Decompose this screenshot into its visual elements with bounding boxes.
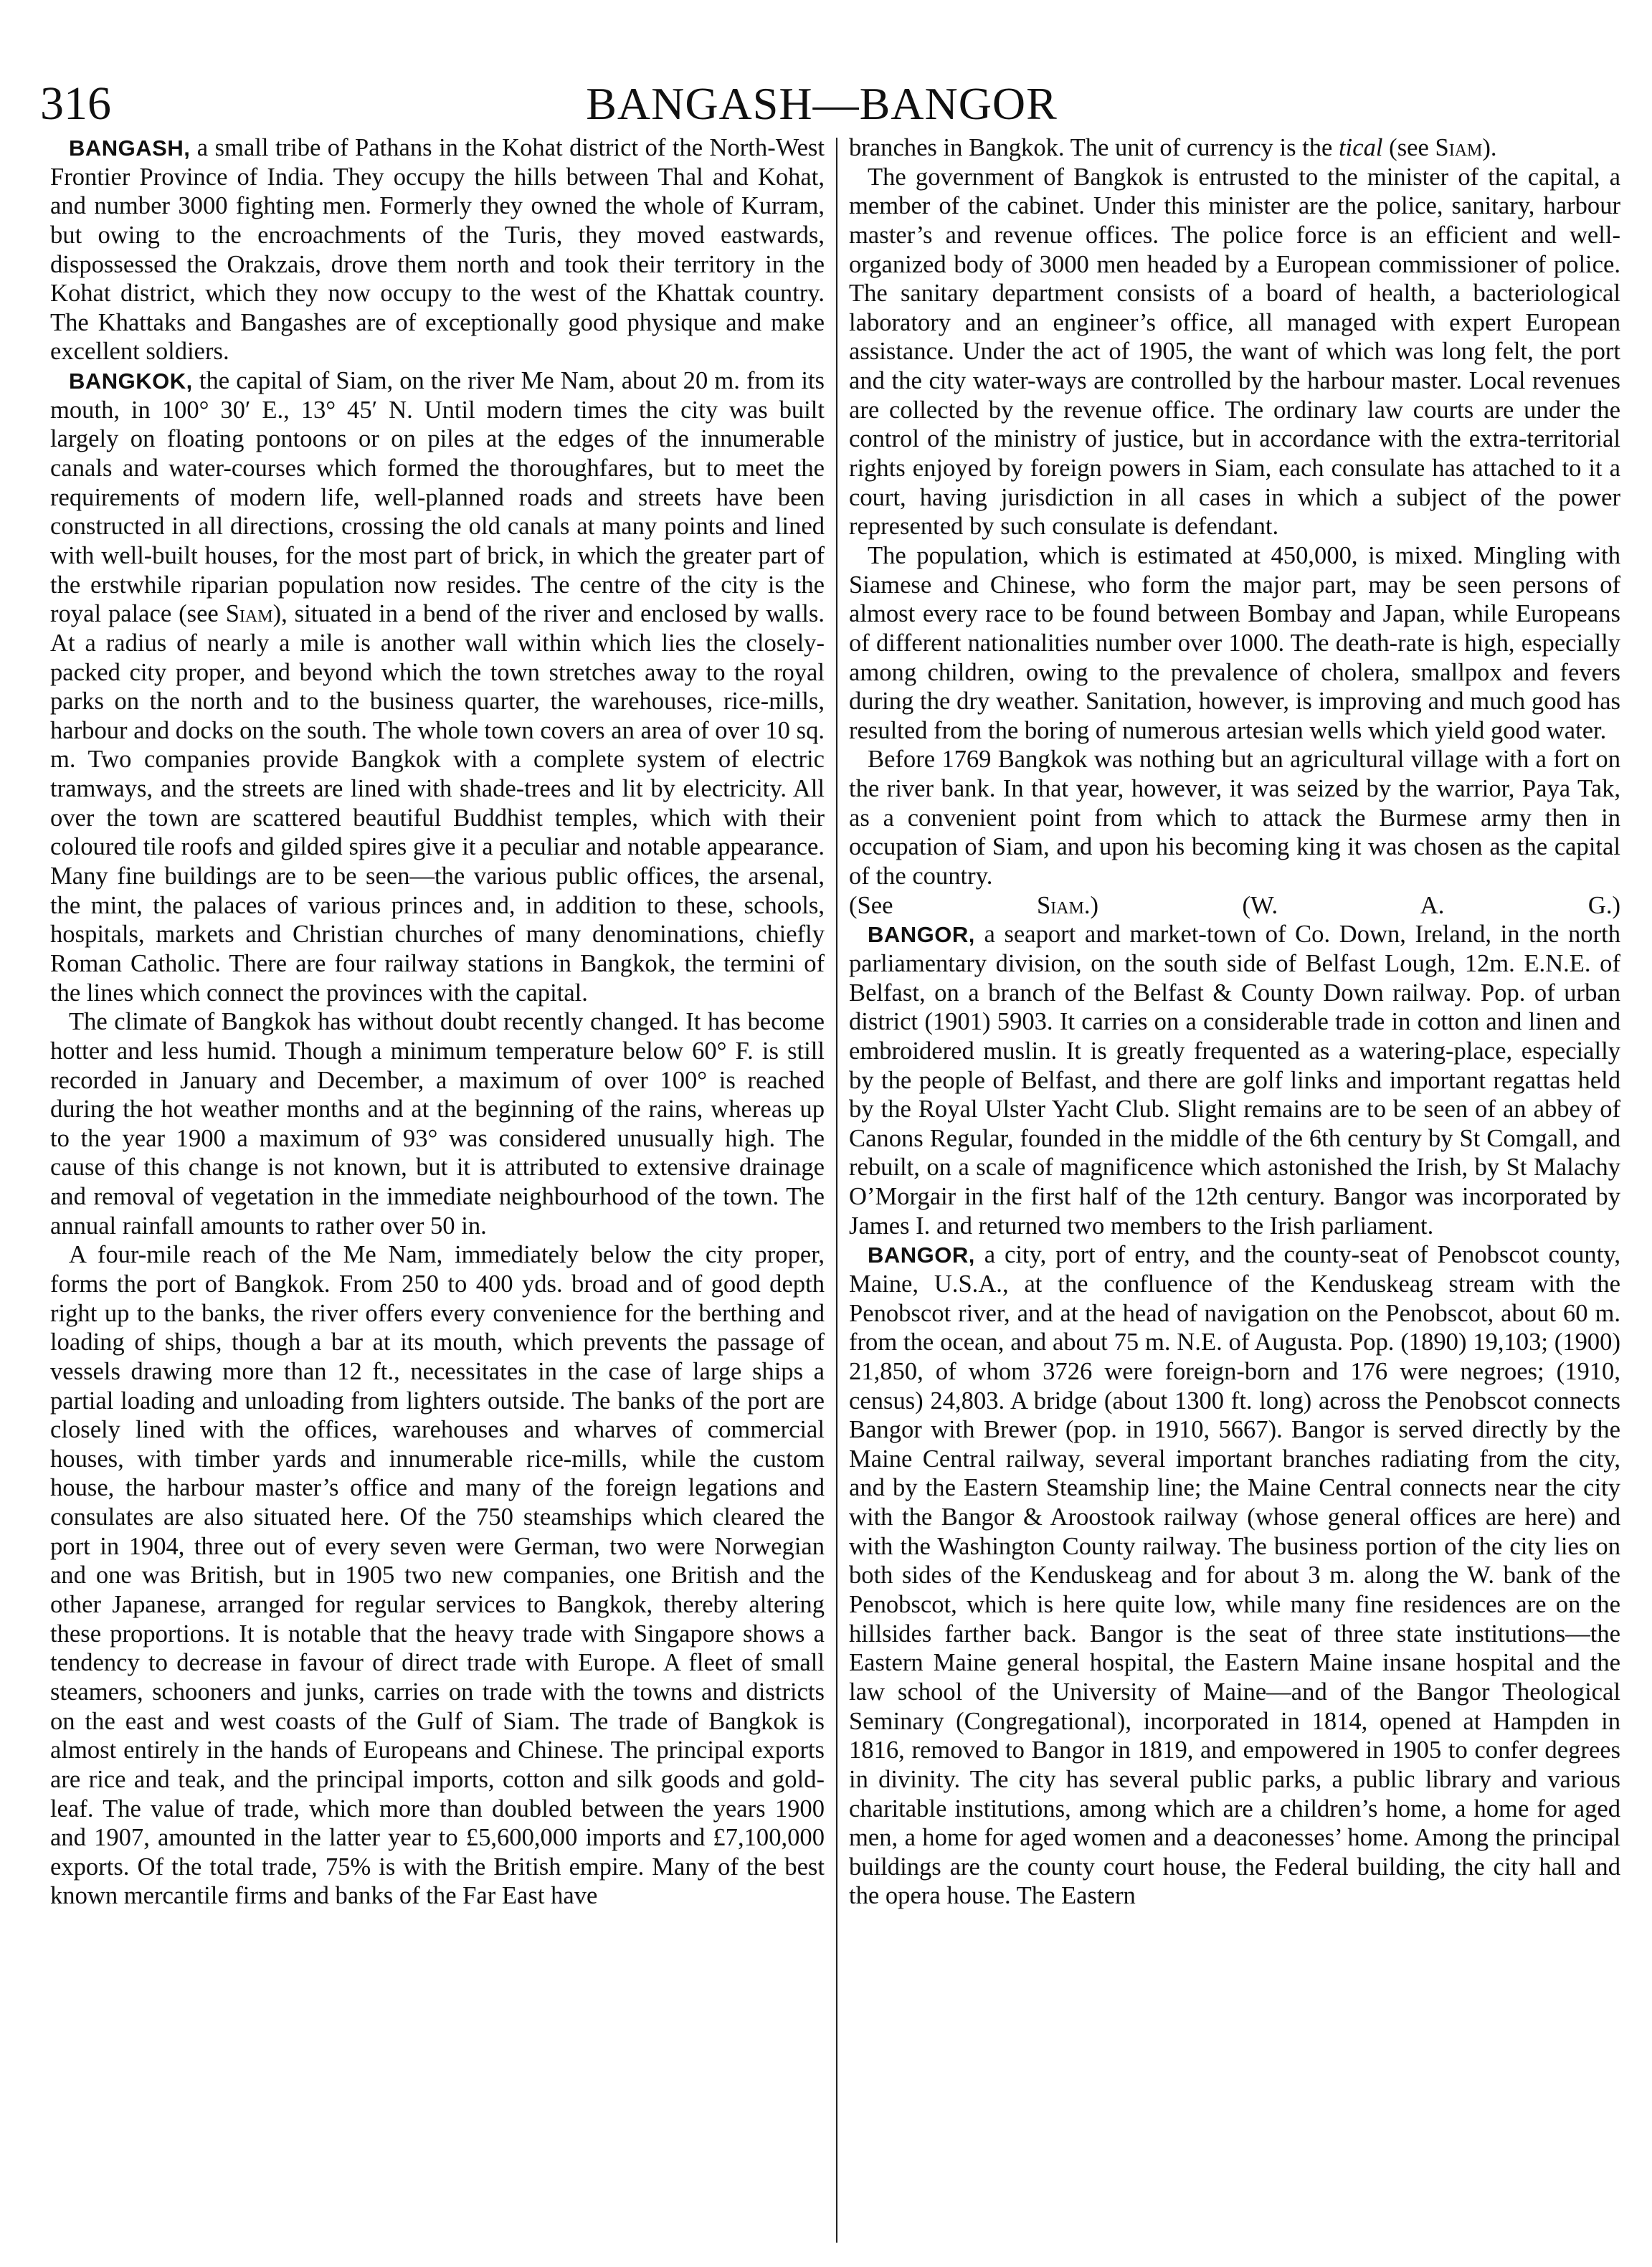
history-text: Before 1769 Bangkok was nothing but an agricultural village with a fort on the river bank. In that year, however, it was seized by the warrior, Paya Tak, as a convenient point from which to attack the Burmese army then in occupation of Siam, and upon his becoming king it was chosen as the capital of the country.	[849, 746, 1620, 890]
entry-bangor-maine	[849, 1240, 1620, 1911]
column-divider	[836, 138, 837, 2243]
entry-bangor-ireland-text: a seaport and market-town of Co. Down, Ireland, in the north parliamentary division, on the south side of Belfast Lough, 12m. E.N.E. of Belfast, on a branch of the Belfast & County Down railway. Pop. of urban district (1901) 5903. It carries on a considerable trade in cotton and linen and embroidered muslin. It is greatly frequented as a watering-place, especially by the people of Belfast, and there are golf links and important regattas held by the Royal Ulster Yacht Club. Slight remains are to be seen of an abbey of Canons Regular, founded in the middle of the 6th century by St Comgall, and rebuilt, on a scale of magnificence which astonished the Irish, by St Malachy O’Morgair in the first half of the 12th century. Bangor was incorporated by James I. and returned two members to the Irish parliament.	[849, 921, 1620, 1240]
page-number: 316	[40, 77, 111, 130]
entry-bangkok-text-b: ), situated in a bend of the river and enclosed by walls. At a radius of nearly a mile is another wall within which lies the closely-packed city proper, and beyond which the town stretches away to the royal parks on the north and to the business quarter, the warehouses, rice-mills, harbour and docks on the south. The whole town covers an area of over 10 sq. m. Two companies provide Bangkok with a complete system of electric tramways, and the streets are lined with shade-trees and lit by electricity. All over the town are scattered beautiful Buddhist temples, which with their coloured tile roofs and gilded spires give it a peculiar and notable appearance. Many fine buildings are to be seen—the various public offices, the arsenal, the mint, the palaces of various princes and, in addition to these, schools, hospitals, markets and Christian churches of many denominations, chiefly Roman Catholic. There are four railway stations in Bangkok, the termini of the lines which connect the provinces with the capital.	[50, 600, 825, 1007]
entry-bangor-maine-text: a city, port of entry, and the county-seat of Penobscot county, Maine, U.S.A., at the confluence of the Kenduskeag stream with the Penobscot river, and at the head of navigation on the Penobscot, about 60 m. from the ocean, and about 75 m. N.E. of Augusta. Pop. (1890) 19,103; (1900) 21,850, of whom 3726 were foreign-born and 176 were negroes; (1910, census) 24,803. A bridge (about 1300 ft. long) across the Penobscot connects Bangor with Brewer (pop. in 1910, 5667). Bangor is served directly by the Maine Central railway, several important branches radiating from the city, and by the Eastern Steamship line; the Maine Central connects near the city with the Bangor & Aroostook railway (whose general offices are here) and with the Washington County railway. The business portion of the city lies on both sides of the Kenduskeag and for about 3 m. along the W. bank of the Penobscot, which is here quite low, while many fine residences are on the hillsides farther back. Bangor is the seat of three state institutions—the Eastern Maine general hospital, the Eastern Maine insane hospital and the law school of the University of Maine—and of the Bangor Theological Seminary (Congregational), incorporated in 1814, opened at Hampden in 1816, removed to Bangor in 1819, and empowered in 1905 to confer degrees in divinity. The city has several public parks, a public library and various charitable institutions, among which are a children’s home, a home for aged men, a home for aged women and a deaconesses’ home. Among the principal buildings are the county court house, the Federal building, the city hall and the opera house. The Eastern	[849, 1241, 1620, 1910]
right-column	[849, 133, 1620, 2248]
author-signature: (W. A. G.)	[1242, 891, 1620, 919]
paragraph-population: The population, which is estimated at 450,000, is mixed. Mingling with Siamese and Chinese, who form the major part, may be seen persons of almost every race to be found between Bombay and Japan, while Europeans of different nationalities number over 1000. The death-rate is high, especially among children, owing to the prevalence of cholera, smallpox and fevers during the dry weather. Sanitation, however, is improving and much good has resulted from the boring of numerous artesian wells which yield good water.	[849, 541, 1620, 744]
currency-text-c: ).	[1482, 134, 1497, 161]
paragraph-currency	[849, 133, 1620, 163]
headword-bangor-ireland: BANGOR,	[868, 922, 975, 948]
headword-bangor-maine: BANGOR,	[868, 1242, 975, 1268]
paragraph-government: The government of Bangkok is entrusted to the minister of the capital, a member of the cabinet. Under this minister are the police, sanitary, harbour master’s and revenue offices. The police force is an efficient and well-organized body of 3000 men headed by a European commissioner of police. The sanitary department consists of a board of health, a bacteriological laboratory and an engineer’s office, all managed with expert European assistance. Under the act of 1905, the want of which was long felt, the port and the city water-ways are controlled by the harbour master. Local revenues are collected by the revenue office. The ordinary law courts are under the control of the ministry of justice, but in accordance with the extra-territorial rights enjoyed by foreign powers in Siam, each consulate has attached to it a court, having jurisdiction in all cases in which a subject of the power represented by such consulate is defendant.	[849, 163, 1620, 541]
cross-reference-siam: Siam	[1435, 134, 1483, 161]
page-header	[40, 72, 1603, 141]
entry-bangkok-text-a: the capital of Siam, on the river Me Nam, about 20 m. from its mouth, in 100° 30′ E., 13° 45′ N. Until modern times the city was built largely on floating pontoons or on piles at the edges of the innumerable canals and water-courses which formed the thoroughfares, but to meet the requirements of modern life, well-planned roads and streets have been constructed in all directions, crossing the old canals at many points and lined with well-built houses, for the most part of brick, in which the greater part of the erstwhile riparian population now resides. The centre of the city is the royal palace (see	[50, 367, 825, 628]
paragraph-history	[849, 745, 1620, 890]
entry-bangor-ireland	[849, 920, 1620, 1240]
currency-text-a: branches in Bangkok. The unit of currency is the	[849, 134, 1339, 161]
entry-bangash	[50, 133, 825, 366]
cross-reference-siam: Siam	[1036, 891, 1084, 919]
left-column	[50, 133, 825, 2248]
history-see-close: .)	[1083, 891, 1099, 919]
headword-bangash: BANGASH,	[69, 136, 191, 161]
history-see-open: (See	[849, 891, 1037, 919]
paragraph-climate: The climate of Bangkok has without doubt recently changed. It has become hotter and less humid. Though a minimum temperature below 60° F. is still recorded in January and December, a maximum of over 100° is reached during the hot weather months and at the beginning of the rains, whereas up to the year 1900 a maximum of 93° was considered unusually high. The cause of this change is not known, but it is attributed to extensive drainage and removal of vegetation in the immediate neighbourhood of the town. The annual rainfall amounts to rather over 50 in.	[50, 1008, 825, 1240]
headword-bangkok: BANGKOK,	[69, 369, 193, 394]
history-see-line	[849, 891, 1620, 921]
entry-bangkok	[50, 366, 825, 1007]
paragraph-port: A four-mile reach of the Me Nam, immediately below the city proper, forms the port of Bangkok. From 250 to 400 yds. broad and of good depth right up to the banks, the river offers every convenience for the berthing and loading of ships, though a bar at its mouth, which prevents the passage of vessels drawing more than 12 ft., necessitates in the case of large ships a partial loading and unloading from lighters outside. The banks of the port are closely lined with the offices, warehouses and wharves of commercial houses, with timber yards and innumerable rice-mills, while the custom house, the harbour master’s office and many of the foreign legations and consulates are also situated here. Of the 750 steamships which cleared the port in 1904, three out of every seven were German, two were Norwegian and one was British, but in 1905 two new companies, one British and the other Japanese, arranged for regular services to Bangkok, thereby altering these proportions. It is notable that the heavy trade with Singapore shows a tendency to decrease in favour of direct trade with Europe. A fleet of small steamers, schooners and junks, carries on trade with the towns and districts on the east and west coasts of the Gulf of Siam. The trade of Bangkok is almost entirely in the hands of Europeans and Chinese. The principal exports are rice and teak, and the principal imports, cotton and silk goods and gold-leaf. The value of trade, which more than doubled between the years 1900 and 1907, amounted in the latter year to £5,600,000 imports and £7,100,000 exports. Of the total trade, 75% is with the British empire. Many of the best known mercantile firms and banks of the Far East have	[50, 1241, 825, 1910]
currency-term: tical	[1339, 134, 1383, 161]
currency-text-b: (see	[1382, 134, 1435, 161]
entry-bangash-text: a small tribe of Pathans in the Kohat district of the North-West Frontier Province of India. They occupy the hills between Thal and Kohat, and number 3000 fighting men. Formerly they owned the whole of Kurram, but owing to the encroachments of the Turis, they moved eastwards, dispossessed the Orakzais, drove them north and took their territory in the Kohat district, which they now occupy to the west of the Khattak country. The Khattaks and Bangashes are of exceptionally good physique and make excellent soldiers.	[50, 134, 825, 366]
running-head-title: BANGASH—BANGOR	[586, 78, 1058, 129]
cross-reference-siam: Siam	[225, 600, 273, 628]
